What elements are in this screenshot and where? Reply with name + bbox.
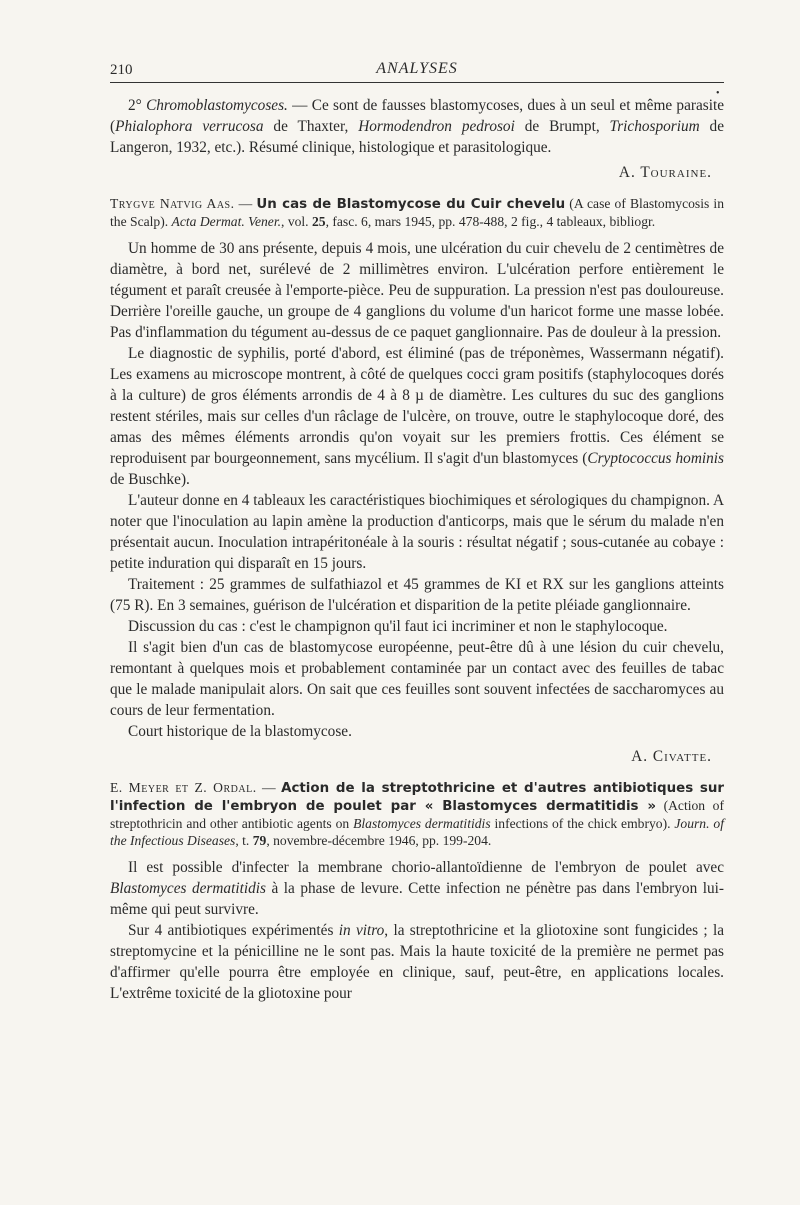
paragraph: Le diagnostic de syphilis, porté d'abord, est éliminé (pas de tréponèmes, Wassermann négatif). Les examens au microscope montrent, à côté de quelques cocci gram positifs (staphylocoques dorés à la culture) de gros éléments arrondis de 4 à 8 µ de diamètre. Les cultures du suc des ganglions restent stériles, mais sur celles d'un râclage de l'ulcère, on trouve, outre le staphylocoque doré, des amas des mêmes éléments arrondis qu'on voyait sur les premiers frottis. Ces élément se reproduisent par bourgeonnement, sans mycélium. Il s'agit d'un blastomyces (Cryptococcus hominis de Buschke). — [110, 345, 724, 488]
margin-dot: • — [716, 88, 720, 99]
page — [110, 56, 724, 1004]
paragraph: Il est possible d'infecter la membrane chorio-allantoïdienne de l'embryon de poulet avec Blastomyces dermatitidis à la phase de levure. Cette infection ne pénètre pas dans l'embryon lui-même qui peut survivre. — [110, 859, 724, 918]
page-number: 210 — [110, 62, 133, 78]
paragraph: Traitement : 25 grammes de sulfathiazol et 45 grammes de KI et RX sur les ganglions atteints (75 R). En 3 semaines, guérison de l'ulcération et disparition de la petite pléiade ganglionnaire. — [110, 576, 724, 614]
author: Trygve Natvig Aas. — [110, 196, 235, 211]
paragraph: Discussion du cas : c'est le champignon qu'il faut ici incriminer et non le staphylocoque. — [128, 618, 668, 635]
article-title: Un cas de Blastomycose du Cuir chevelu — [256, 197, 566, 212]
reference-heading: Trygve Natvig Aas. — Un cas de Blastomycose du Cuir chevelu (A case of Blastomycosis in the Scalp). Acta Dermat. Vener., vol. 25, fasc. 6, mars 1945, pp. 478-488, 2 fig., 4 tableaux, bibliogr. — [110, 196, 724, 229]
paragraph: Court historique de la blastomycose. — [128, 723, 352, 740]
signature: A. Touraine. — [618, 164, 712, 181]
author: E. Meyer et Z. Ordal. — [110, 780, 257, 795]
running-title: ANALYSES — [376, 60, 458, 77]
paragraph: Il s'agit bien d'un cas de blastomycose européenne, peut-être dû à une lésion du cuir chevelu, remontant à quelques mois et probablement contaminée par un contact avec des feuilles de tabac que le malade manipulait alors. On sait que ces feuilles sont souvent infectées de saccharomyces au cours de leur fermentation. — [110, 639, 724, 719]
article-title: Action de la streptothricine et d'autres antibiotiques sur l'infection de l'embryon de poulet par « Blastomyces dermatitidis » — [110, 781, 724, 814]
running-head — [110, 56, 724, 83]
paragraph: Un homme de 30 ans présente, depuis 4 mois, une ulcération du cuir chevelu de 2 centimètres de diamètre, à bord net, surélevé de 2 millimètres environ. L'ulcération perfore entièrement le tégument et paraît creusée à l'emporte-pièce. Peu de suppuration. La pression n'est pas douloureuse. Derrière l'oreille gauche, un groupe de 4 ganglions du volume d'un haricot forme une masse lobée. Pas d'inflammation du tégument au-dessus de ce paquet ganglionnaire. Pas de douleur à la pression. — [110, 240, 724, 341]
reference-heading: E. Meyer et Z. Ordal. — Action de la streptothricine et d'autres antibiotiques sur l'infection de l'embryon de poulet par « Blastomyces dermatitidis » (Action of streptothricin and other antibiotic agents on Blastomyces dermatitidis infections of the chick embryo). Journ. of the Infectious Diseases, t. 79, novembre-décembre 1946, pp. 199-204. — [110, 780, 724, 848]
body-text — [110, 95, 724, 1004]
paragraph: 2° Chromoblastomycoses. — Ce sont de fausses blastomycoses, dues à un seul et même parasite (Phialophora verrucosa de Thaxter, Hormodendron pedrosoi de Brumpt, Trichosporium de Langeron, 1932, etc.). Résumé clinique, histologique et parasitologique. — [110, 97, 724, 156]
paragraph: L'auteur donne en 4 tableaux les caractéristiques biochimiques et sérologiques du champignon. A noter que l'inoculation au lapin amène la production d'anticorps, mais que le sérum du malade n'en présentait aucun. Inoculation intrapéritonéale à la souris : résultat négatif ; sous-cutanée au cobaye : petite induration qui disparaît en 15 jours. — [110, 492, 724, 572]
paragraph: Sur 4 antibiotiques expérimentés in vitro, la streptothricine et la gliotoxine sont fungicides ; la streptomycine et la pénicilline ne le sont pas. Mais la haute toxicité de la première ne permet pas d'affirmer qu'elle pourra être employée en clinique, sauf, peut-être, en applications locales. L'extrême toxicité de la gliotoxine pour — [110, 922, 724, 1002]
signature: A. Civatte. — [631, 748, 712, 765]
